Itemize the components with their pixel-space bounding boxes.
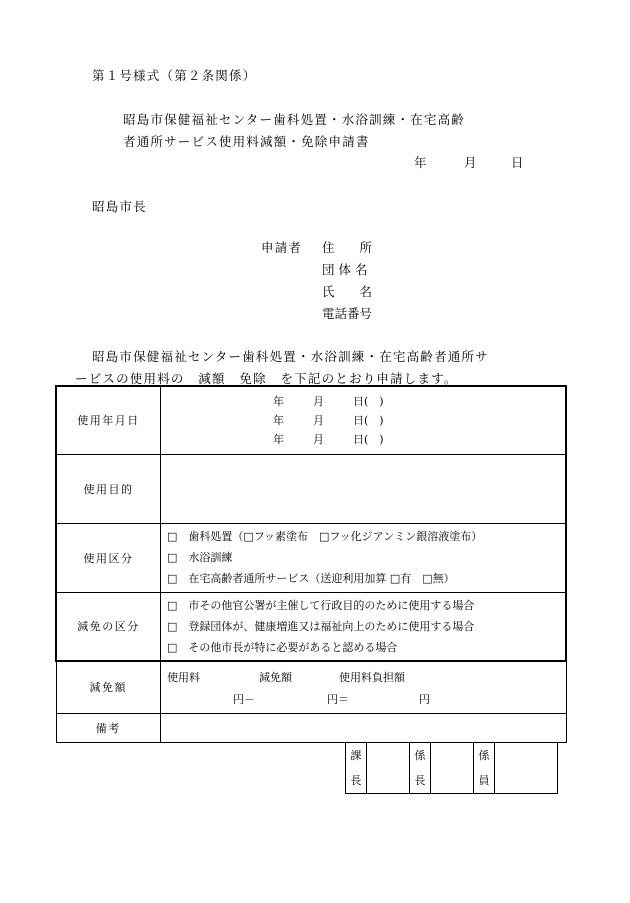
date-year: 年 — [414, 155, 427, 170]
seal-label-kakaricho — [410, 743, 431, 794]
applicant-label: 申請者 — [261, 240, 303, 255]
date-row-day: 日( ) — [353, 413, 384, 427]
reduction-cell — [161, 592, 567, 661]
amount-label: 減免額 — [56, 661, 161, 713]
category-option-dental[interactable]: □ 歯科処置（□フッ素塗布 □フッ化ジアンミン銀溶液塗布） — [167, 530, 483, 543]
applicant-phone-label: 電話番号 — [322, 306, 373, 321]
amount-burden-label: 使用料負担額 — [339, 671, 405, 685]
form-title-line2: 者通所サービス使用料減額・免除申請書 — [123, 134, 370, 149]
category-cell — [161, 523, 567, 592]
amount-fee-label: 使用料 — [167, 671, 200, 685]
amount-yen: 円 — [419, 693, 430, 707]
reduction-label: 減免の区分 — [56, 592, 161, 661]
category-label: 使用区分 — [56, 523, 161, 592]
form-number: 第１号様式（第２条関係） — [92, 68, 257, 83]
seal-kakaricho-char2: 長 — [414, 774, 426, 787]
reduction-option-public[interactable]: □ 市その他官公署が主催して行政目的のために使用する場合 — [167, 598, 475, 612]
applicant-name-label: 氏 名 — [322, 284, 373, 299]
remarks-cell[interactable] — [161, 713, 567, 742]
seal-box-kakaricho[interactable] — [431, 743, 474, 794]
date-row-month: 月 — [313, 413, 324, 427]
date-month: 月 — [464, 155, 477, 170]
amount-yen-equals: 円＝ — [327, 693, 349, 707]
category-option-water-training[interactable]: □ 水浴訓練 — [167, 551, 233, 564]
date-row-year: 年 — [273, 394, 284, 408]
purpose-label: 使用目的 — [56, 454, 161, 523]
form-title-line1: 昭島市保健福祉センター歯科処置・水浴訓練・在宅高齢 — [123, 112, 466, 127]
seal-kakariin-char1: 係 — [478, 749, 490, 762]
seal-label-kacho — [346, 743, 367, 794]
category-option-elderly-service[interactable]: □ 在宅高齢者通所サービス（送迎利用加算 □有 □無） — [167, 572, 455, 585]
seal-box-kakariin[interactable] — [495, 743, 558, 794]
applicant-address-label: 住 所 — [322, 240, 373, 255]
amount-yen-minus: 円－ — [233, 693, 255, 707]
seal-box-kacho[interactable] — [367, 743, 410, 794]
applicant-group-label: 団 体 名 — [322, 262, 368, 277]
use-date-cell[interactable] — [161, 386, 567, 454]
seal-label-kakariin — [474, 743, 495, 794]
seal-kacho-char2: 長 — [350, 774, 362, 787]
date-row-day: 日( ) — [353, 394, 384, 408]
date-row — [161, 392, 565, 411]
body-text-line2: ービスの使用料の 減額 免除 を下記のとおり申請します。 — [75, 371, 458, 386]
date-row — [161, 430, 565, 449]
date-row-month: 月 — [313, 394, 324, 408]
date-row — [161, 411, 565, 430]
date-day: 日 — [511, 155, 524, 170]
application-table — [55, 385, 567, 743]
addressee: 昭島市長 — [92, 199, 147, 214]
reduction-option-registered-group[interactable]: □ 登録団体が、健康増進又は福祉向上のために使用する場合 — [167, 619, 475, 633]
seal-kakaricho-char1: 係 — [414, 749, 426, 762]
reduction-option-mayor[interactable]: □ その他市長が特に必要があると認める場合 — [167, 640, 398, 654]
date-row-month: 月 — [313, 432, 324, 446]
seal-kakariin-char2: 員 — [478, 774, 490, 787]
approval-seal-table — [345, 742, 558, 794]
body-text-line1: 昭島市保健福祉センター歯科処置・水浴訓練・在宅高齢者通所サ — [92, 349, 489, 364]
purpose-cell[interactable] — [161, 454, 567, 523]
amount-reduction-label: 減免額 — [259, 671, 292, 685]
date-row-year: 年 — [273, 413, 284, 427]
use-date-label: 使用年月日 — [56, 386, 161, 454]
seal-kacho-char1: 課 — [350, 749, 362, 762]
amount-cell[interactable] — [161, 661, 567, 713]
date-row-day: 日( ) — [353, 432, 384, 446]
date-row-year: 年 — [273, 432, 284, 446]
remarks-label: 備考 — [56, 713, 161, 742]
